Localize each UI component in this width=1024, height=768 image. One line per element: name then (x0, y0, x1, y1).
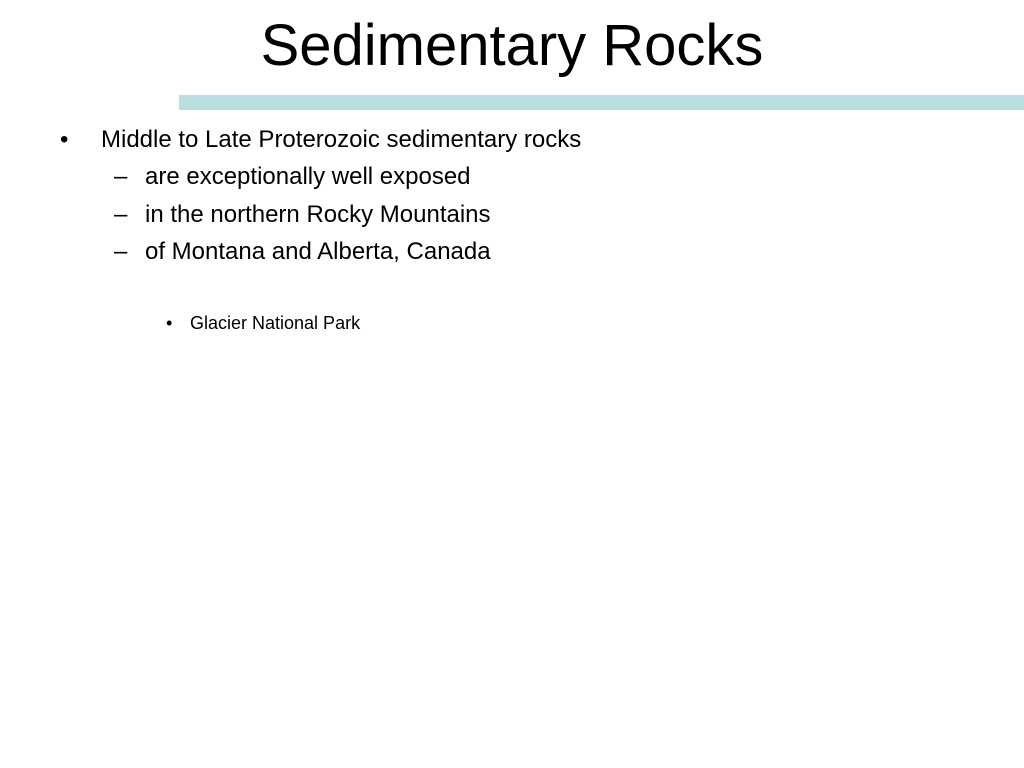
sub-bullet-text: of Montana and Alberta, Canada (145, 238, 491, 265)
sub-sub-bullet-text: Glacier National Park (190, 313, 361, 333)
sub-bullet-text: are exceptionally well exposed (145, 163, 471, 190)
bullet-marker: • (60, 126, 69, 153)
sub-bullet-text: in the northern Rocky Mountains (145, 201, 491, 228)
slide-title: Sedimentary Rocks (260, 13, 764, 78)
sub-sub-bullet-marker: • (166, 313, 173, 333)
sub-bullet-marker: – (114, 201, 128, 228)
sub-bullet-marker: – (114, 163, 128, 190)
sub-bullet-marker: – (114, 238, 128, 265)
bullet-text: Middle to Late Proterozoic sedimentary rocks (101, 126, 582, 153)
